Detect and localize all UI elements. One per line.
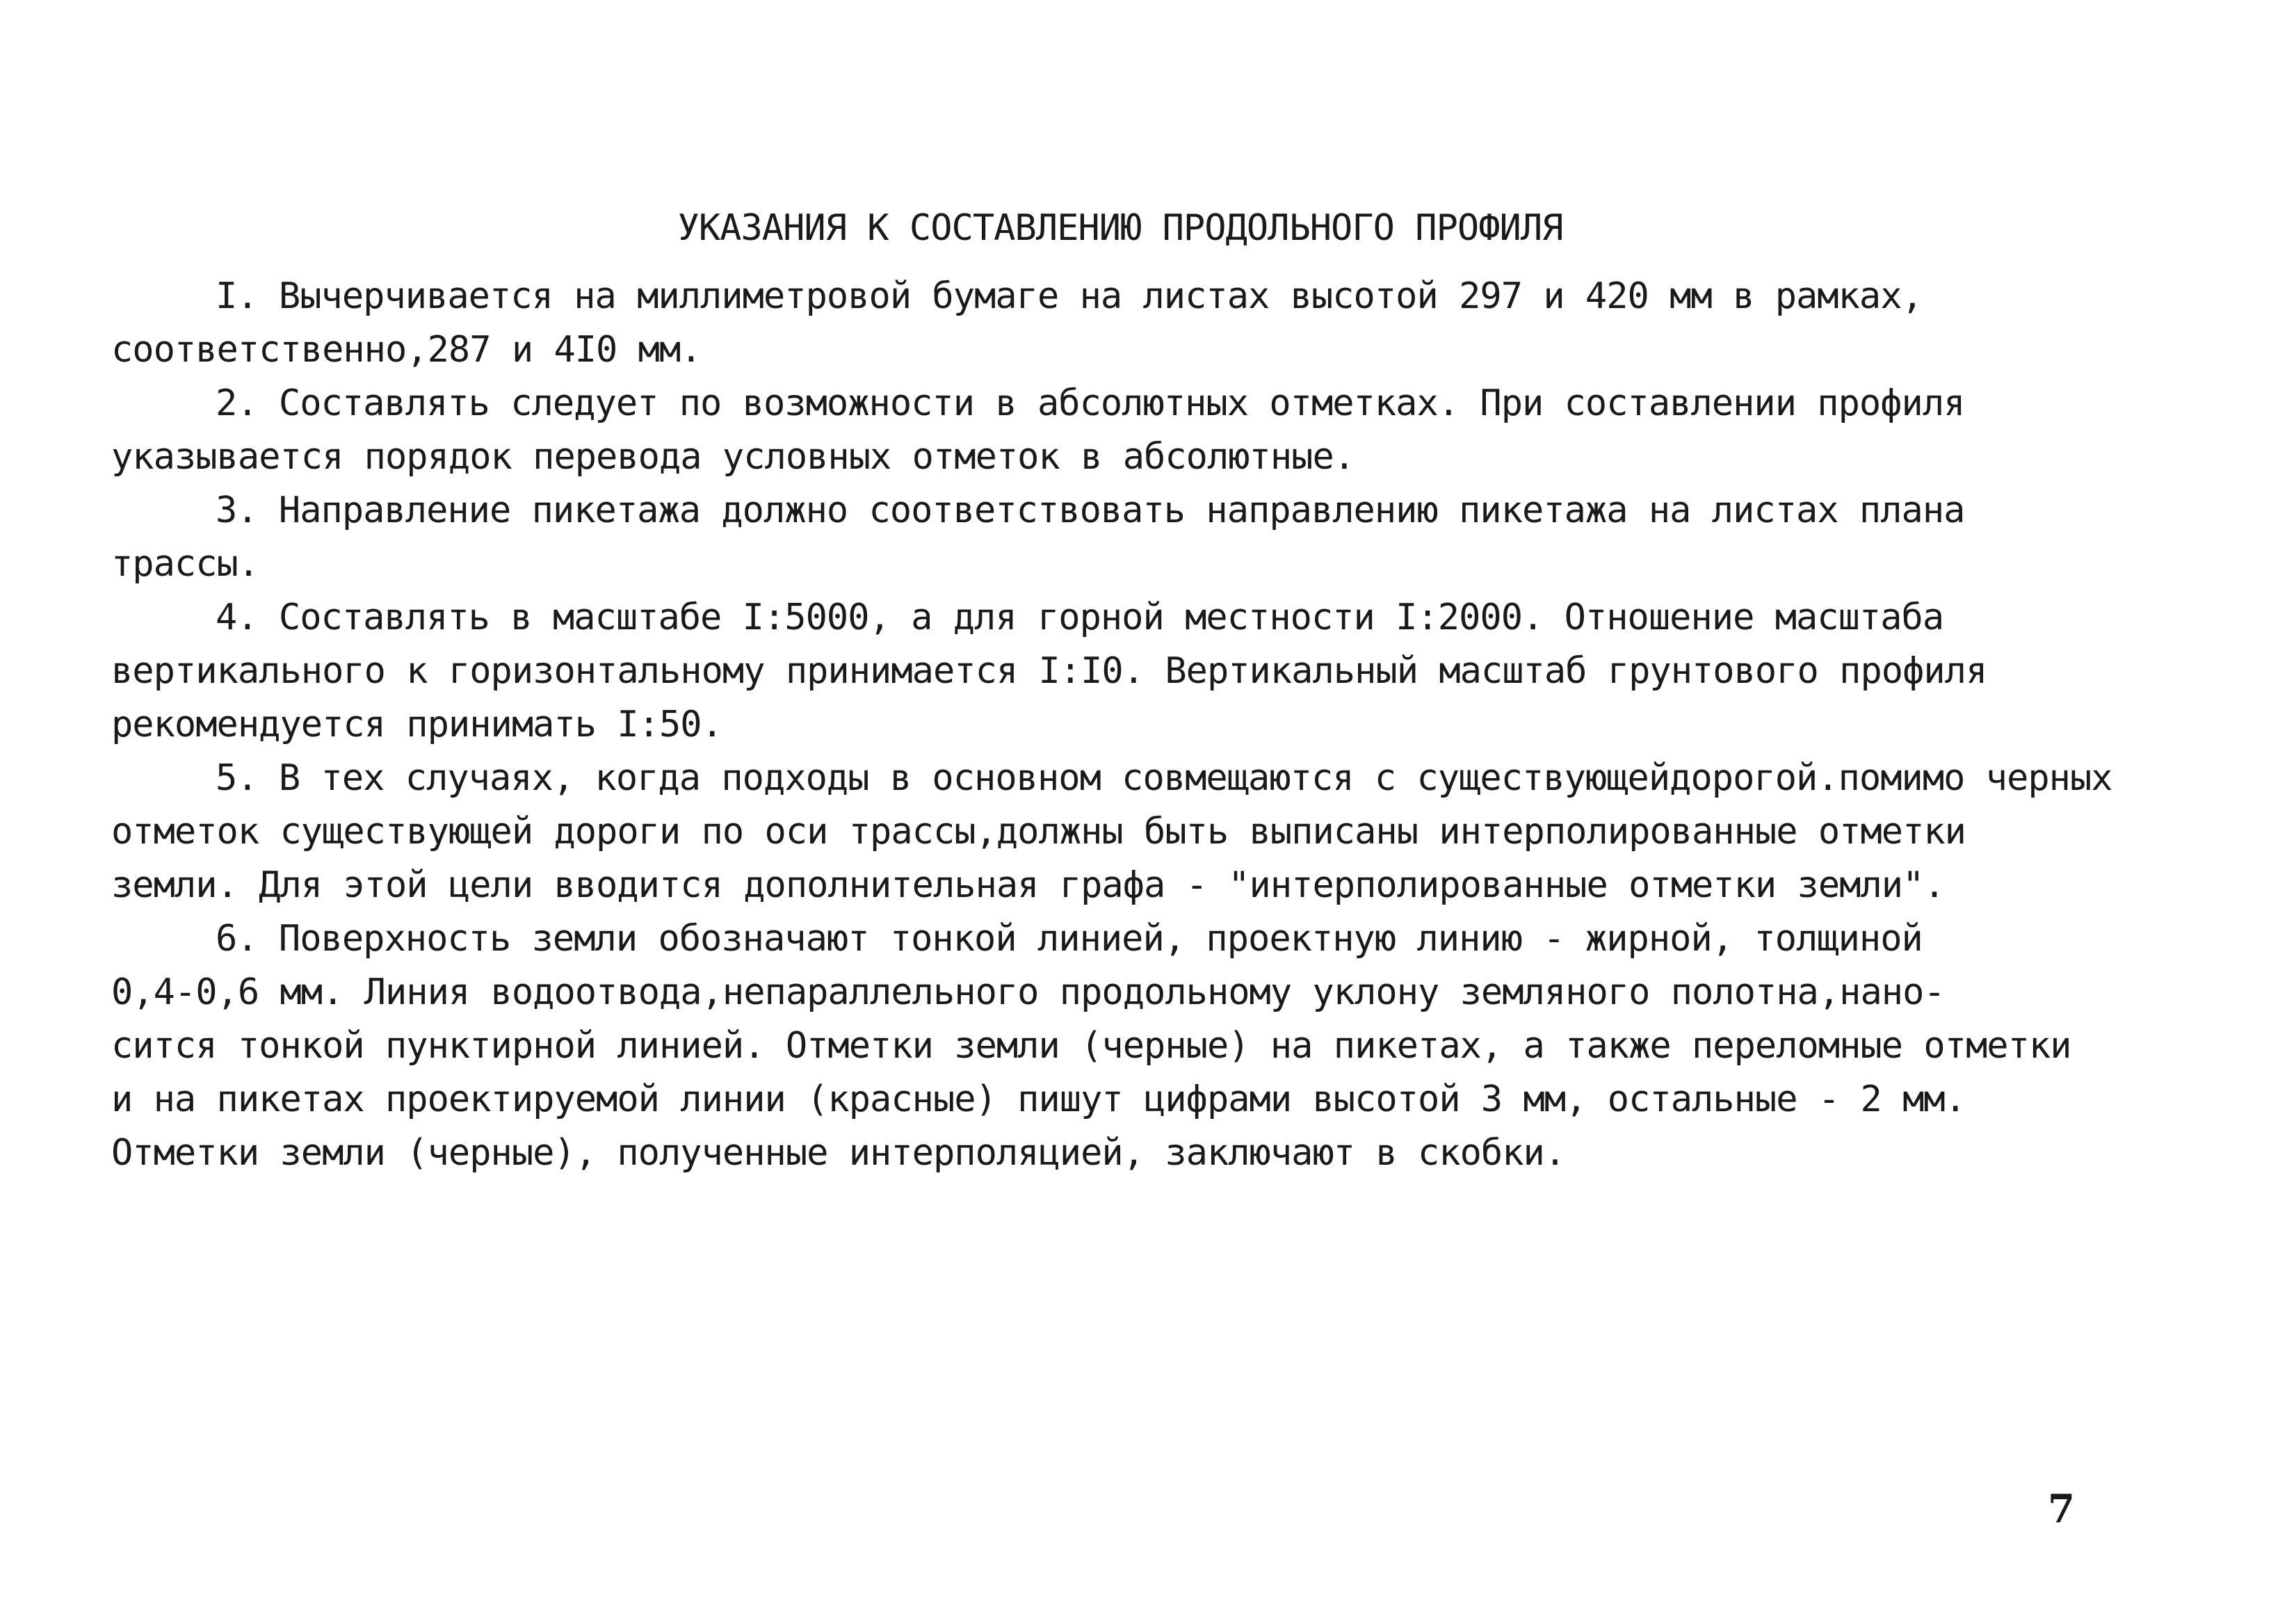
- text-line: 6. Поверхность земли обозначают тонкой линией, проектную линию - жирной, толщиной: [216, 918, 1923, 960]
- text-line: 2. Составлять следует по возможности в абсолютных отметках. При составлении профиля: [216, 382, 1965, 424]
- text-line: сится тонкой пунктирной линией. Отметки земли (черные) на пикетах, а также переломные отметки: [111, 1025, 2071, 1067]
- text-line: 4. Составлять в масштабе I:5000, а для горной местности I:2000. Отношение масштаба: [216, 597, 1944, 638]
- text-line: рекомендуется принимать I:50.: [111, 704, 722, 745]
- text-line: 3. Направление пикетажа должно соответствовать направлению пикетажа на листах плана: [216, 490, 1965, 531]
- page-number: 7: [2048, 1486, 2075, 1532]
- text-line: указывается порядок перевода условных отметок в абсолютные.: [111, 436, 1355, 478]
- text-line: I. Вычерчивается на миллиметровой бумаге на листах высотой 297 и 420 мм в рамках,: [216, 275, 1923, 317]
- document-body: [111, 270, 2197, 1180]
- text-line: и на пикетах проектируемой линии (красные) пишут цифрами высотой 3 мм, остальные - 2 мм.: [111, 1079, 1966, 1120]
- text-line: 5. В тех случаях, когда подходы в основном совмещаются с существующейдорогой.помимо черных: [216, 757, 2112, 799]
- text-line: отметок существующей дороги по оси трассы,должны быть выписаны интерполированные отметки: [111, 811, 1966, 853]
- text-line: соответственно,287 и 4I0 мм.: [111, 329, 702, 371]
- text-line: вертикального к горизонтальному принимается I:I0. Вертикальный масштаб грунтового профиля: [111, 650, 1987, 692]
- text-line: земли. Для этой цели вводится дополнительная графа - "интерполированные отметки земли".: [111, 864, 1945, 906]
- text-line: 0,4-0,6 мм. Линия водоотвода,непараллельного продольному уклону земляного полотна,нано-: [111, 971, 1945, 1013]
- text-line: Отметки земли (черные), полученные интерполяцией, заключают в скобки.: [111, 1132, 1566, 1174]
- document-title: УКАЗАНИЯ К СОСТАВЛЕНИЮ ПРОДОЛЬНОГО ПРОФИЛЯ: [677, 207, 1563, 249]
- text-line: трассы.: [111, 543, 259, 585]
